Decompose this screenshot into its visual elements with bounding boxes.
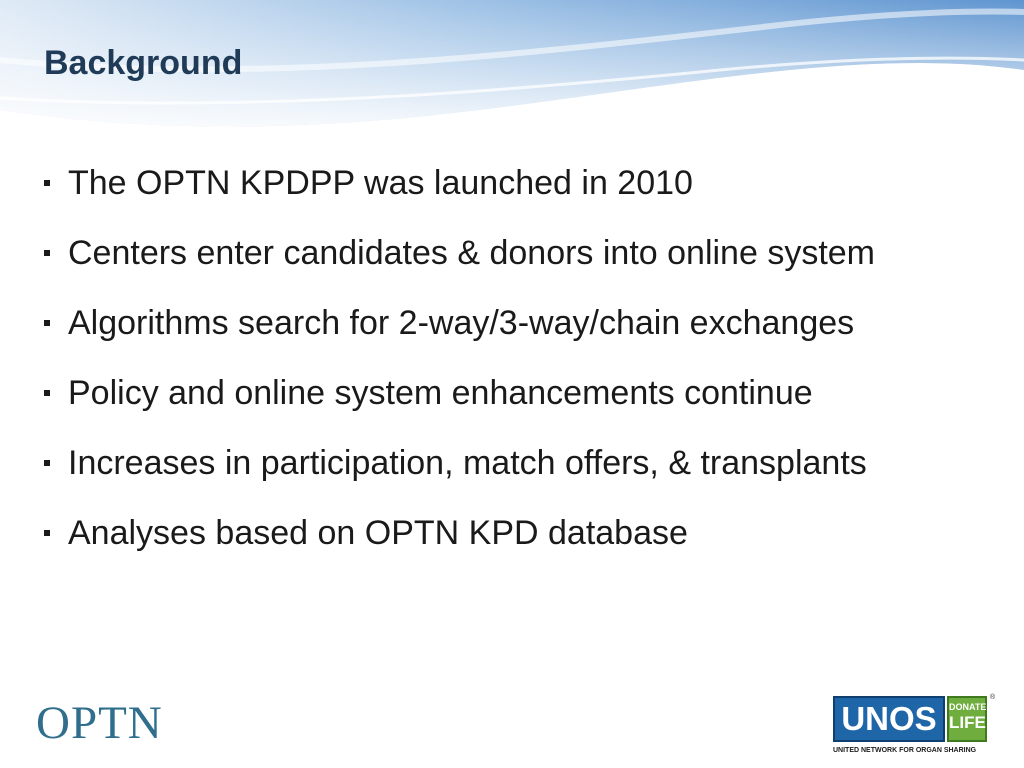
- bullet-item: [44, 218, 875, 288]
- donate-life-bottom-text: LIFE: [949, 713, 986, 732]
- registered-mark: ®: [990, 694, 996, 701]
- bullet-text: Analyses based on OPTN KPD database: [68, 513, 688, 552]
- bullet-text: Algorithms search for 2-way/3-way/chain exchanges: [68, 303, 855, 342]
- bullet-item: [44, 148, 875, 218]
- donate-life-badge: [947, 696, 987, 742]
- bullet-text: The OPTN KPDPP was launched in 2010: [68, 163, 693, 202]
- bullet-item: [44, 358, 875, 428]
- bullet-text: Policy and online system enhancements continue: [68, 373, 813, 412]
- bullet-text: Increases in participation, match offers, & transplants: [68, 443, 867, 482]
- bullet-item: [44, 288, 875, 358]
- square-bullet-icon: [44, 250, 50, 256]
- bullet-text: Centers enter candidates & donors into online system: [68, 233, 876, 272]
- bullet-item: [44, 498, 875, 568]
- bullet-list: [44, 148, 875, 568]
- bullet-item: [44, 428, 875, 498]
- square-bullet-icon: [44, 390, 50, 396]
- optn-logo: OPTN: [36, 697, 163, 749]
- unos-donate-life-logo: [833, 696, 997, 760]
- unos-logo-wordmark: UNOS: [833, 696, 945, 742]
- square-bullet-icon: [44, 530, 50, 536]
- square-bullet-icon: [44, 180, 50, 186]
- donate-life-top-text: DONATE: [949, 702, 987, 712]
- unos-tagline: UNITED NETWORK FOR ORGAN SHARING: [833, 747, 977, 754]
- square-bullet-icon: [44, 320, 50, 326]
- slide-title: Background: [44, 44, 243, 82]
- square-bullet-icon: [44, 460, 50, 466]
